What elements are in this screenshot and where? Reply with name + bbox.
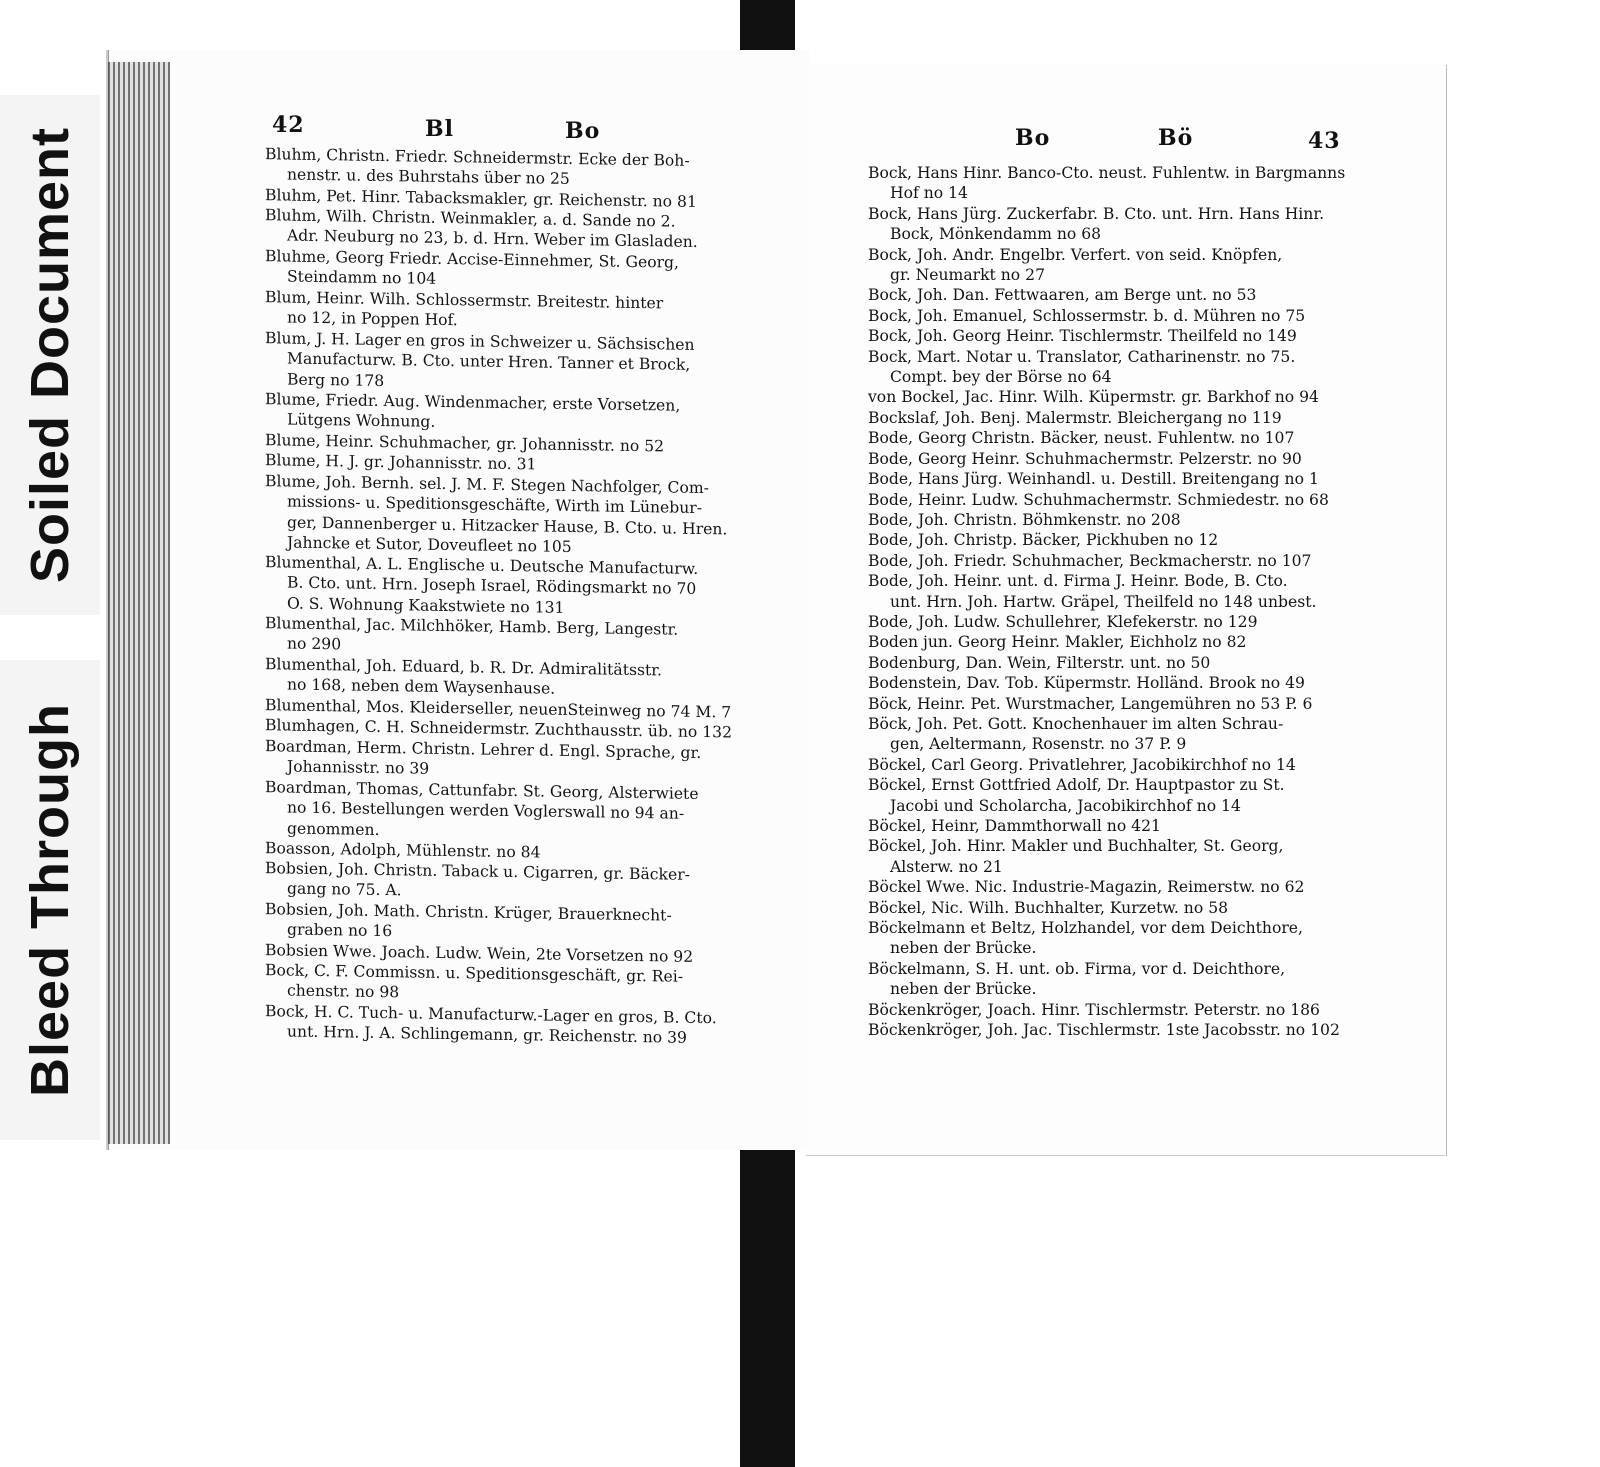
entry-line: Bluhm, Pet. Hinr. Tabacksmakler, gr. Reichenstr. no 81 xyxy=(265,185,697,211)
directory-entry xyxy=(265,287,755,336)
entry-continuation-line: Johannisstr. no 39 xyxy=(287,757,430,778)
directory-entry xyxy=(868,551,1388,571)
entry-line: Böckel, Ernst Gottfried Adolf, Dr. Hauptpastor zu St. xyxy=(868,776,1285,795)
entry-continuation-line: gang no 75. A. xyxy=(287,880,402,900)
entry-continuation-line: B. Cto. unt. Hrn. Joseph Israel, Rödingsmarkt no 70 xyxy=(287,574,697,599)
entry-line: Bock, Mart. Notar u. Translator, Catharinenstr. no 75. xyxy=(868,347,1296,366)
entry-line: Blume, H. J. gr. Johannisstr. no. 31 xyxy=(265,451,537,474)
directory-entry xyxy=(868,612,1388,632)
directory-entry xyxy=(868,285,1388,305)
entry-continuation-line: chenstr. no 98 xyxy=(287,982,400,1002)
entry-continuation-line: gen, Aeltermann, Rosenstr. no 37 P. 9 xyxy=(890,735,1187,754)
entry-continuation-line: genommen. xyxy=(287,818,380,839)
entry-line: Bock, Joh. Andr. Engelbr. Verfert. von seid. Knöpfen, xyxy=(868,245,1283,264)
directory-entry xyxy=(868,755,1388,775)
entry-line: Bock, Hans Hinr. Banco-Cto. neust. Fuhlentw. in Bargmanns xyxy=(868,164,1346,182)
left-header-right: Bo xyxy=(565,118,601,144)
entry-line: Bobsien Wwe. Joach. Ludw. Wein, 2te Vorsetzen no 92 xyxy=(265,940,694,966)
entry-line: Böckelmann, S. H. unt. ob. Firma, vor d. Deichthore, xyxy=(868,959,1286,978)
entry-line: Bode, Joh. Christp. Bäcker, Pickhuben no 12 xyxy=(868,531,1219,550)
entry-line: Bode, Joh. Christn. Böhmkenstr. no 208 xyxy=(868,510,1181,529)
left-page-number: 42 xyxy=(272,112,305,138)
directory-entry xyxy=(265,389,755,438)
directory-entry xyxy=(868,632,1388,652)
directory-entry xyxy=(265,328,755,397)
directory-entry xyxy=(868,714,1388,755)
entry-line: Bock, H. C. Tuch- u. Manufacturw.-Lager en gros, B. Cto. xyxy=(265,1002,717,1028)
soiled-document-label: Soiled Document xyxy=(20,126,81,584)
entry-continuation-line: nenstr. u. des Buhrstahs über no 25 xyxy=(287,165,570,189)
directory-entry xyxy=(868,408,1388,428)
directory-entry xyxy=(868,816,1388,836)
entry-line: Blume, Joh. Bernh. sel. J. M. F. Stegen Nachfolger, Com- xyxy=(265,471,709,497)
directory-entry xyxy=(868,530,1388,550)
directory-entry xyxy=(868,836,1388,877)
entry-line: Bode, Heinr. Ludw. Schuhmachermstr. Schmiedestr. no 68 xyxy=(868,490,1329,509)
entry-line: Bode, Joh. Ludw. Schullehrer, Klefekerstr. no 129 xyxy=(868,612,1258,631)
entry-line: Böckel, Carl Georg. Privatlehrer, Jacobikirchhof no 14 xyxy=(868,755,1296,774)
entry-continuation-line: no 12, in Poppen Hof. xyxy=(287,308,458,330)
soiled-document-stamp xyxy=(0,95,100,615)
directory-entry xyxy=(868,326,1388,346)
entry-line: Böck, Heinr. Pet. Wurstmacher, Langemühren no 53 P. 6 xyxy=(868,694,1313,713)
entry-line: Blumenthal, Jac. Milchhöker, Hamb. Berg, Langestr. xyxy=(265,614,679,639)
entry-line: Bobsien, Joh. Christn. Taback u. Cigarren, gr. Bäcker- xyxy=(265,859,690,885)
entry-continuation-line: no 290 xyxy=(287,635,342,655)
page-edges xyxy=(108,62,170,1144)
entry-continuation-line: Jahncke et Sutor, Doveufleet no 105 xyxy=(287,533,572,556)
entry-continuation-line: O. S. Wohnung Kaakstwiete no 131 xyxy=(287,594,565,617)
entry-line: Boardman, Thomas, Cattunfabr. St. Georg, Alsterwiete xyxy=(265,777,699,803)
directory-entry xyxy=(868,245,1388,286)
entry-line: Bock, Joh. Dan. Fettwaaren, am Berge unt. no 53 xyxy=(868,286,1257,305)
directory-entry xyxy=(265,471,755,560)
entry-line: Boasson, Adolph, Mühlenstr. no 84 xyxy=(265,838,541,862)
entry-continuation-line: Compt. bey der Börse no 64 xyxy=(890,368,1112,387)
directory-entry xyxy=(868,469,1388,489)
entry-line: Böckel, Heinr, Dammthorwall no 421 xyxy=(868,817,1161,835)
entry-line: Blume, Friedr. Aug. Windenmacher, erste Vorsetzen, xyxy=(265,390,681,415)
entry-continuation-line: Manufacturw. B. Cto. unter Hren. Tanner et Brock, xyxy=(287,349,691,374)
entry-line: Blum, Heinr. Wilh. Schlossermstr. Breitestr. hinter xyxy=(265,287,664,313)
directory-entry xyxy=(868,877,1388,897)
entry-line: Bluhm, Wilh. Christn. Weinmakler, a. d. Sande no 2. xyxy=(265,206,676,231)
directory-entry xyxy=(868,1020,1388,1040)
directory-entry xyxy=(868,898,1388,918)
right-page-number: 43 xyxy=(1308,128,1341,154)
directory-entry xyxy=(868,204,1388,245)
entry-line: Bock, C. F. Commissn. u. Speditionsgeschäft, gr. Rei- xyxy=(265,961,683,986)
directory-entry xyxy=(265,736,755,785)
entry-line: Blume, Heinr. Schuhmacher, gr. Johannisstr. no 52 xyxy=(265,430,665,456)
left-directory-entries xyxy=(265,145,755,1048)
entry-continuation-line: no 16. Bestellungen werden Voglerswall no 94 an- xyxy=(287,798,685,823)
entry-line: Bock, Joh. Georg Heinr. Tischlermstr. Theilfeld no 149 xyxy=(868,327,1297,346)
entry-line: Boden jun. Georg Heinr. Makler, Eichholz no 82 xyxy=(868,633,1247,652)
entry-continuation-line: unt. Hrn. J. A. Schlingemann, gr. Reichenstr. no 39 xyxy=(287,1022,687,1048)
right-header-left: Bo xyxy=(1015,125,1051,151)
entry-line: Böckel, Joh. Hinr. Makler und Buchhalter, St. Georg, xyxy=(868,837,1284,856)
directory-entry xyxy=(868,653,1388,673)
directory-entry xyxy=(868,775,1388,816)
entry-line: Bode, Joh. Heinr. unt. d. Firma J. Heinr. Bode, B. Cto. xyxy=(868,572,1288,591)
entry-line: Bockslaf, Joh. Benj. Malermstr. Bleichergang no 119 xyxy=(868,408,1282,427)
directory-entry xyxy=(868,449,1388,469)
entry-line: Bodenstein, Dav. Tob. Küpermstr. Holländ. Brook no 49 xyxy=(868,674,1305,693)
entry-line: Blumenthal, Joh. Eduard, b. R. Dr. Admiralitätsstr. xyxy=(265,655,662,680)
entry-line: Bluhm, Christn. Friedr. Schneidermstr. Ecke der Boh- xyxy=(265,145,690,170)
entry-continuation-line: gr. Neumarkt no 27 xyxy=(890,266,1045,285)
entry-line: Bode, Joh. Friedr. Schuhmacher, Beckmacherstr. no 107 xyxy=(868,551,1312,570)
directory-entry xyxy=(868,959,1388,1000)
directory-entry xyxy=(868,918,1388,959)
entry-continuation-line: Lütgens Wohnung. xyxy=(287,410,436,432)
entry-line: Bock, Joh. Emanuel, Schlossermstr. b. d. Mühren no 75 xyxy=(868,306,1306,325)
directory-entry xyxy=(868,694,1388,714)
entry-continuation-line: graben no 16 xyxy=(287,920,393,941)
entry-continuation-line: Jacobi und Scholarcha, Jacobikirchhof no 14 xyxy=(890,796,1241,815)
entry-line: Bock, Hans Jürg. Zuckerfabr. B. Cto. unt. Hrn. Hans Hinr. xyxy=(868,204,1325,223)
entry-continuation-line: Steindamm no 104 xyxy=(287,267,437,289)
entry-line: Böckel Wwe. Nic. Industrie-Magazin, Reimerstw. no 62 xyxy=(868,878,1305,897)
entry-line: Böckenkröger, Joh. Jac. Tischlermstr. 1ste Jacobsstr. no 102 xyxy=(868,1021,1340,1040)
entry-line: Bodenburg, Dan. Wein, Filterstr. unt. no 50 xyxy=(868,653,1211,672)
directory-entry xyxy=(868,510,1388,530)
entry-continuation-line: Adr. Neuburg no 23, b. d. Hrn. Weber im Glasladen. xyxy=(287,227,698,252)
entry-line: Bode, Hans Jürg. Weinhandl. u. Destill. Breitengang no 1 xyxy=(868,470,1319,489)
entry-line: Bobsien, Joh. Math. Christn. Krüger, Brauerknecht- xyxy=(265,900,672,925)
entry-line: Blumenthal, A. L. Englische u. Deutsche Manufacturw. xyxy=(265,553,699,579)
entry-continuation-line: Hof no 14 xyxy=(890,184,968,203)
entry-line: Boardman, Herm. Christn. Lehrer d. Engl. Sprache, gr. xyxy=(265,736,702,762)
directory-entry xyxy=(868,347,1388,388)
entry-line: Böckel, Nic. Wilh. Buchhalter, Kurzetw. no 58 xyxy=(868,898,1229,917)
directory-entry xyxy=(868,387,1388,407)
entry-line: von Bockel, Jac. Hinr. Wilh. Küpermstr. gr. Barkhof no 94 xyxy=(868,388,1319,407)
entry-continuation-line: neben der Brücke. xyxy=(890,939,1037,958)
entry-continuation-line: Berg no 178 xyxy=(287,369,385,390)
directory-entry xyxy=(265,777,755,846)
entry-continuation-line: Alsterw. no 21 xyxy=(890,857,1003,876)
directory-entry xyxy=(868,428,1388,448)
entry-continuation-line: missions- u. Speditionsgeschäfte, Wirth im Lünebur- xyxy=(287,492,703,517)
entry-line: Blumenthal, Mos. Kleiderseller, neuenSteinweg no 74 M. 7 xyxy=(265,696,732,722)
entry-continuation-line: ger, Dannenberger u. Hitzacker Hause, B. Cto. u. Hren. xyxy=(287,512,728,538)
right-directory-entries xyxy=(868,163,1388,1040)
entry-continuation-line: no 168, neben dem Waysenhause. xyxy=(287,676,556,699)
left-header-left: Bl xyxy=(425,116,454,142)
entry-line: Blum, J. H. Lager en gros in Schweizer u. Sächsischen xyxy=(265,328,695,354)
directory-entry xyxy=(868,1000,1388,1020)
entry-line: Böckenkröger, Joach. Hinr. Tischlermstr. Peterstr. no 186 xyxy=(868,1000,1320,1019)
directory-entry xyxy=(868,306,1388,326)
entry-line: Bode, Georg Heinr. Schuhmachermstr. Pelzerstr. no 90 xyxy=(868,449,1302,468)
directory-entry xyxy=(868,571,1388,612)
directory-entry xyxy=(868,673,1388,693)
directory-entry xyxy=(868,163,1388,204)
entry-continuation-line: unt. Hrn. Joh. Hartw. Gräpel, Theilfeld no 148 unbest. xyxy=(890,592,1317,611)
entry-line: Böckelmann et Beltz, Holzhandel, vor dem Deichthore, xyxy=(868,919,1303,938)
entry-line: Bode, Georg Christn. Bäcker, neust. Fuhlentw. no 107 xyxy=(868,429,1295,448)
right-header-right: Bö xyxy=(1158,125,1194,151)
entry-continuation-line: Bock, Mönkendamm no 68 xyxy=(890,225,1102,244)
bleed-through-stamp xyxy=(0,660,100,1140)
directory-entry xyxy=(265,552,755,621)
entry-line: Blumhagen, C. H. Schneidermstr. Zuchthausstr. üb. no 132 xyxy=(265,716,732,742)
entry-line: Bluhme, Georg Friedr. Accise-Einnehmer, St. Georg, xyxy=(265,247,679,272)
directory-entry xyxy=(265,1001,755,1050)
entry-continuation-line: neben der Brücke. xyxy=(890,980,1037,999)
directory-entry xyxy=(868,490,1388,510)
entry-line: Böck, Joh. Pet. Gott. Knochenhauer im alten Schrau- xyxy=(868,714,1284,733)
bleed-through-label: Bleed Through xyxy=(20,703,81,1097)
